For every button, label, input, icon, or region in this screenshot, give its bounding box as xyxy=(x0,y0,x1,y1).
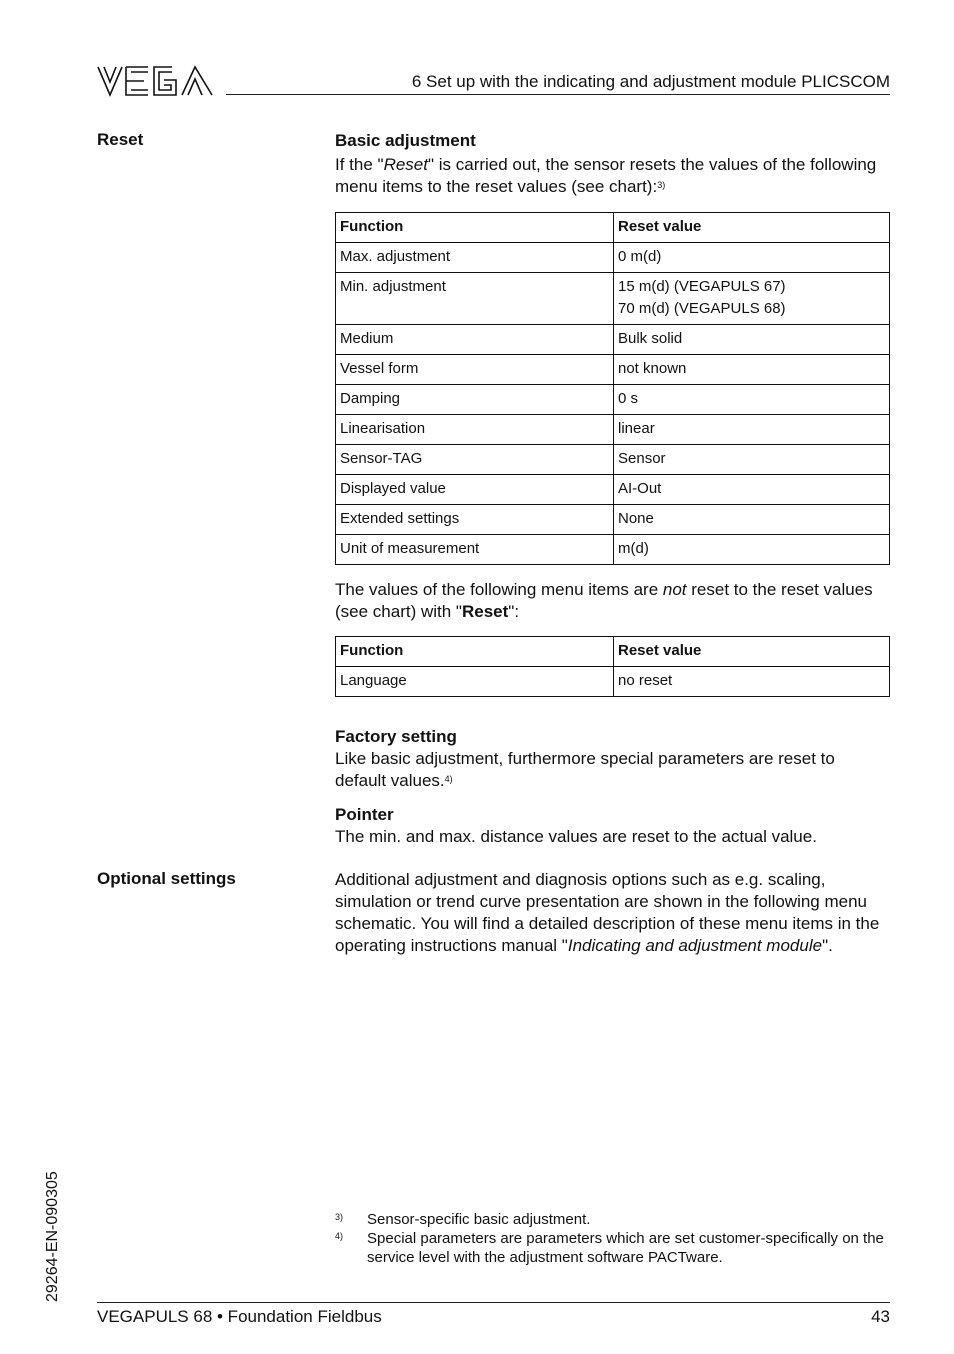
vega-logo xyxy=(96,64,214,98)
reset-label: Reset xyxy=(97,130,144,149)
intro-text-pre: If the " xyxy=(335,155,384,174)
table-header-row xyxy=(336,637,890,667)
column-header-reset-value: Reset value xyxy=(614,637,890,667)
reset-value-cell: None xyxy=(614,505,890,535)
reset-value-cell: not known xyxy=(614,355,890,385)
basic-adjustment-heading: Basic adjustment xyxy=(335,131,476,150)
pointer-text: The min. and max. distance values are reset to the actual value. xyxy=(335,827,817,846)
document-code: 29264-EN-090305 xyxy=(44,1171,61,1302)
not-reset-text-post: ": xyxy=(508,602,520,621)
column-header-function: Function xyxy=(336,637,614,667)
optional-text-em: Indicating and adjustment module xyxy=(567,936,823,955)
function-cell: Sensor-TAG xyxy=(336,445,614,475)
pointer-section xyxy=(335,804,890,848)
table-header-row xyxy=(336,213,890,243)
optional-settings-label: Optional settings xyxy=(97,869,236,888)
not-reset-text-mid: reset to the reset values (see chart) with " xyxy=(335,580,873,621)
table-row xyxy=(336,535,890,565)
reset-value-cell: Sensor xyxy=(614,445,890,475)
factory-setting-section xyxy=(335,726,890,792)
factory-setting-heading: Factory setting xyxy=(335,727,457,746)
column-header-function: Function xyxy=(336,213,614,243)
reset-value-cell: 15 m(d) (VEGAPULS 67) 70 m(d) (VEGAPULS 68) xyxy=(614,273,890,325)
reset-value-cell: linear xyxy=(614,415,890,445)
reset-value-cell: AI-Out xyxy=(614,475,890,505)
table-row xyxy=(336,325,890,355)
optional-settings-text xyxy=(335,869,890,957)
factory-setting-text xyxy=(335,748,890,792)
intro-text-post: " is carried out, the sensor resets the values of the following menu items to the reset values (see chart): xyxy=(335,155,877,196)
footnote-number: 4) xyxy=(335,1231,344,1241)
footnote-4 xyxy=(335,1229,890,1267)
not-reset-text-bold: Reset xyxy=(461,602,509,621)
table-row xyxy=(336,385,890,415)
reset-value-cell: m(d) xyxy=(614,535,890,565)
not-reset-table xyxy=(335,636,890,697)
not-reset-text-em: not xyxy=(662,580,687,599)
chapter-title: 6 Set up with the indicating and adjustment module PLICSCOM xyxy=(411,72,890,91)
intro-text-em: Reset xyxy=(383,155,428,174)
function-cell: Vessel form xyxy=(336,355,614,385)
table-row xyxy=(336,505,890,535)
reset-value-cell: no reset xyxy=(614,667,890,697)
function-cell: Max. adjustment xyxy=(336,243,614,273)
pointer-heading: Pointer xyxy=(335,805,394,824)
basic-adjustment-intro xyxy=(335,154,890,198)
function-cell: Language xyxy=(336,667,614,697)
reset-values-table-wrap xyxy=(335,212,890,565)
function-cell: Linearisation xyxy=(336,415,614,445)
table-row xyxy=(336,445,890,475)
reset-value-cell: Bulk solid xyxy=(614,325,890,355)
table-row xyxy=(336,415,890,445)
not-reset-text xyxy=(335,579,890,623)
table-row xyxy=(336,667,890,697)
function-cell: Extended settings xyxy=(336,505,614,535)
factory-text: Like basic adjustment, furthermore special parameters are reset to default values. xyxy=(335,749,835,790)
function-cell: Medium xyxy=(336,325,614,355)
function-cell: Damping xyxy=(336,385,614,415)
table-row xyxy=(336,243,890,273)
footnote-text: Special parameters are parameters which are set customer-specifically on the service level with the adjustment software PACTware. xyxy=(367,1230,884,1266)
footer-product: VEGAPULS 68 • Foundation Fieldbus xyxy=(97,1307,382,1326)
footnote-ref-4: 4) xyxy=(444,774,453,784)
footnote-3 xyxy=(335,1210,890,1229)
footnote-text: Sensor-specific basic adjustment. xyxy=(367,1211,591,1228)
table-row xyxy=(336,475,890,505)
optional-text-pre: Additional adjustment and diagnosis options such as e.g. scaling, simulation or trend curve presentation are shown in the following menu schematic. You will find a detailed description of these menu items in the operating instructions manual " xyxy=(335,870,880,955)
reset-value-cell: 0 s xyxy=(614,385,890,415)
table-row xyxy=(336,355,890,385)
optional-text-post: ". xyxy=(822,936,833,955)
table-row xyxy=(336,273,890,325)
column-header-reset-value: Reset value xyxy=(614,213,890,243)
not-reset-text-pre: The values of the following menu items are xyxy=(335,580,663,599)
not-reset-table-wrap xyxy=(335,636,890,697)
basic-adjustment-section xyxy=(335,130,890,198)
reset-values-table xyxy=(335,212,890,565)
function-cell: Unit of measurement xyxy=(336,535,614,565)
page-number: 43 xyxy=(871,1307,890,1326)
footer-rule xyxy=(97,1302,890,1303)
header-rule xyxy=(226,94,890,95)
function-cell: Min. adjustment xyxy=(336,273,614,325)
function-cell: Displayed value xyxy=(336,475,614,505)
footnote-ref-3: 3) xyxy=(657,180,666,190)
footnote-number: 3) xyxy=(335,1212,344,1222)
reset-value-cell: 0 m(d) xyxy=(614,243,890,273)
